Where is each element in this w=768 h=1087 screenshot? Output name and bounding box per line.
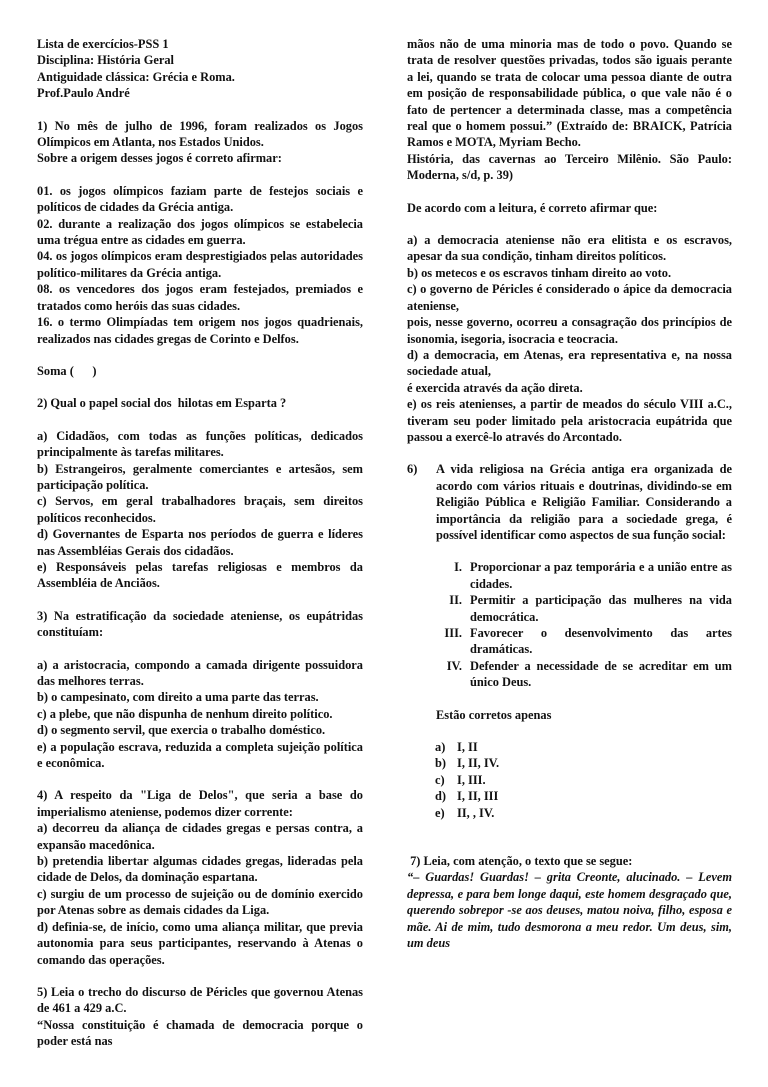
question-2 <box>37 395 363 591</box>
option-text: I, II, III <box>457 789 499 804</box>
question-6 <box>407 461 732 821</box>
q7-stem: 7) Leia, com atenção, o texto que se segue: <box>407 854 633 869</box>
q1-stem: 1) No mês de julho de 1996, foram realizados os Jogos Olímpicos em Atlanta, nos Estados Unidos. <box>37 118 363 150</box>
statement-text: Favorecer o desenvolvimento das artes dramáticas. <box>470 626 732 657</box>
q3-option: b) o campesinato, com direito a uma parte das terras. <box>37 690 319 705</box>
q5-option: e) os reis atenienses, a partir de meados do século VIII a.C., tiveram seu poder limitado pela aristocracia eupátrida que passou a exercê-lo através do Arcontado. <box>407 397 732 444</box>
q7-text: “– Guardas! Guardas! – grita Creonte, alucinado. – Levem depressa, e para bem longe daqui, este homem desgraçado que, querendo sobrepor -se aos deuses, matou noiva, filho, esposa e mãe. Ai de mim, tudo desmorona a meu redor. Um deus, sim, um deus <box>407 870 732 951</box>
q5-option: c) o governo de Péricles é considerado o ápice da democracia ateniense, <box>407 282 732 313</box>
option-text: I, III. <box>457 772 486 787</box>
q3-option: c) a plebe, que não dispunha de nenhum direito político. <box>37 706 333 721</box>
question-5-continued <box>407 36 732 445</box>
statement-number: I. <box>454 560 462 575</box>
question-4 <box>37 787 363 967</box>
q3-option: e) a população escrava, reduzida a completa sujeição política e econômica. <box>37 739 363 771</box>
q5-quote-continued: mãos não de uma minoria mas de todo o povo. Quando se trata de resolver questões privadas, todos são iguais perante a lei, quando se trata de colocar uma pessoa diante de outra em posição de responsabilidade pública, o que vale não é o fato de pertencer a determinada classe, mas a competência real que o homem possui.” (Extraído de: BRAICK, Patrícia Ramos e MOTA, Myriam Becho. <box>407 37 732 150</box>
q6-option <box>407 772 732 788</box>
option-text: I, II <box>457 740 478 755</box>
q6-statement <box>407 625 732 658</box>
right-column <box>407 36 732 952</box>
left-column <box>37 36 363 1050</box>
q6-stem: A vida religiosa na Grécia antiga era organizada de acordo com vários rituais e doutrinas, dividindo-se em Religião Pública e Religião Familiar. Considerando a importância da religião para a sociedade grega, é possível identificar como aspectos de sua função social: <box>436 462 732 542</box>
q2-option: a) Cidadãos, com todas as funções políticas, dedicados principalmente às tarefas militares. <box>37 428 363 460</box>
q5-option: b) os metecos e os escravos tinham direito ao voto. <box>407 265 672 280</box>
q5-option: a) a democracia ateniense não era elitista e os escravos, apesar da sua condição, tinham direitos políticos. <box>407 233 732 264</box>
statement-text: Permitir a participação das mulheres na vida democrática. <box>470 593 732 624</box>
q6-prompt: Estão corretos apenas <box>436 707 552 722</box>
q5-source: História, das cavernas ao Terceiro Milênio. São Paulo: Moderna, s/d, p. 39) <box>407 151 732 183</box>
option-letter: d) <box>435 789 447 804</box>
statement-number: IV. <box>446 658 462 673</box>
q1-option: 01. os jogos olímpicos faziam parte de festejos sociais e políticos de cidades da Grécia antiga. <box>37 183 363 215</box>
q5-option: pois, nesse governo, ocorreu a consagração dos princípios de isonomia, isegoria, isocracia e teocracia. <box>407 315 732 346</box>
q6-statement <box>407 658 732 691</box>
statement-text: Defender a necessidade de se acreditar em um único Deus. <box>470 658 732 690</box>
q3-option: d) o segmento servil, que exercia o trabalho doméstico. <box>37 723 326 738</box>
statement-number: II. <box>449 593 462 608</box>
question-3 <box>37 608 363 772</box>
q2-option: d) Governantes de Esparta nos períodos de guerra e líderes nas Assembléias Gerais dos cidadãos. <box>37 527 363 558</box>
q5-option: é exercida através da ação direta. <box>407 380 583 395</box>
question-7 <box>407 853 732 951</box>
question-5 <box>37 984 363 1050</box>
q5-stem: 5) Leia o trecho do discurso de Péricles que governou Atenas de 461 a 429 a.C. <box>37 984 363 1016</box>
header-teacher: Prof.Paulo André <box>37 86 130 101</box>
q6-option <box>407 739 732 755</box>
question-1 <box>37 118 363 380</box>
q1-option: 16. o termo Olimpíadas tem origem nos jogos quadrienais, realizados nas cidades gregas de Corinto e Delfos. <box>37 315 363 346</box>
option-letter: b) <box>435 756 447 771</box>
q5-quote-start: “Nossa constituição é chamada de democracia porque o poder está nas <box>37 1017 363 1049</box>
q4-option: a) decorreu da aliança de cidades gregas e persas contra, a expansão macedônica. <box>37 821 363 852</box>
q1-option: 08. os vencedores dos jogos eram festejados, premiados e tratados como heróis das suas cidades. <box>37 282 363 313</box>
header-title: Lista de exercícios-PSS 1 <box>37 37 169 51</box>
document-header <box>37 36 363 102</box>
q6-statements <box>407 559 732 690</box>
statement-number: III. <box>444 626 462 640</box>
q3-stem: 3) Na estratificação da sociedade ateniense, os eupátridas constituíam: <box>37 608 363 640</box>
q2-option: e) Responsáveis pelas tarefas religiosas e membros da Assembléia de Anciãos. <box>37 559 363 591</box>
q1-option: 04. os jogos olímpicos eram desprestigiados pelas autoridades político-militares da Grécia antiga. <box>37 249 363 280</box>
option-letter: a) <box>435 740 446 755</box>
header-topic: Antiguidade clássica: Grécia e Roma. <box>37 69 235 84</box>
q4-option: b) pretendia libertar algumas cidades gregas, lideradas pela cidade de Delos, da dominação espartana. <box>37 854 363 885</box>
q1-soma: Soma ( ) <box>37 363 97 378</box>
statement-text: Proporcionar a paz temporária e a união entre as cidades. <box>470 560 732 591</box>
q6-statement <box>407 592 732 625</box>
option-text: I, II, IV. <box>457 756 500 771</box>
option-letter: e) <box>435 805 445 820</box>
q1-option: 02. durante a realização dos jogos olímpicos se estabelecia uma trégua entre as cidades em guerra. <box>37 216 363 248</box>
q6-option <box>407 755 732 771</box>
q5-option: d) a democracia, em Atenas, era representativa e, na nossa sociedade atual, <box>407 347 732 379</box>
option-letter: c) <box>435 772 445 787</box>
q6-option <box>407 805 732 821</box>
q6-statement <box>407 559 732 592</box>
q6-number: 6) <box>407 462 418 477</box>
q4-option: c) surgiu de um processo de sujeição ou de domínio exercido por Atenas sobre as demais cidades da Liga. <box>37 886 363 918</box>
q4-stem: 4) A respeito da "Liga de Delos", que seria a base do imperialismo ateniense, podemos dizer corrente: <box>37 788 363 819</box>
q2-stem: 2) Qual o papel social dos hilotas em Esparta ? <box>37 396 287 411</box>
option-text: II, , IV. <box>457 805 495 820</box>
q5-prompt: De acordo com a leitura, é correto afirmar que: <box>407 200 658 215</box>
q6-options <box>407 739 732 821</box>
q2-option: c) Servos, em geral trabalhadores braçais, sem direitos políticos reconhecidos. <box>37 494 363 525</box>
q1-prompt: Sobre a origem desses jogos é correto afirmar: <box>37 151 282 166</box>
header-discipline: Disciplina: História Geral <box>37 53 174 68</box>
q2-option: b) Estrangeiros, geralmente comerciantes e artesãos, sem participação política. <box>37 461 363 492</box>
q6-stem-block <box>407 461 732 543</box>
q3-option: a) a aristocracia, compondo a camada dirigente possuidora das melhores terras. <box>37 657 363 688</box>
q4-option: d) definia-se, de início, como uma aliança militar, que previa autonomia para seus participantes, reservando à Atenas o comando das operações. <box>37 919 363 967</box>
q6-option <box>407 788 732 804</box>
